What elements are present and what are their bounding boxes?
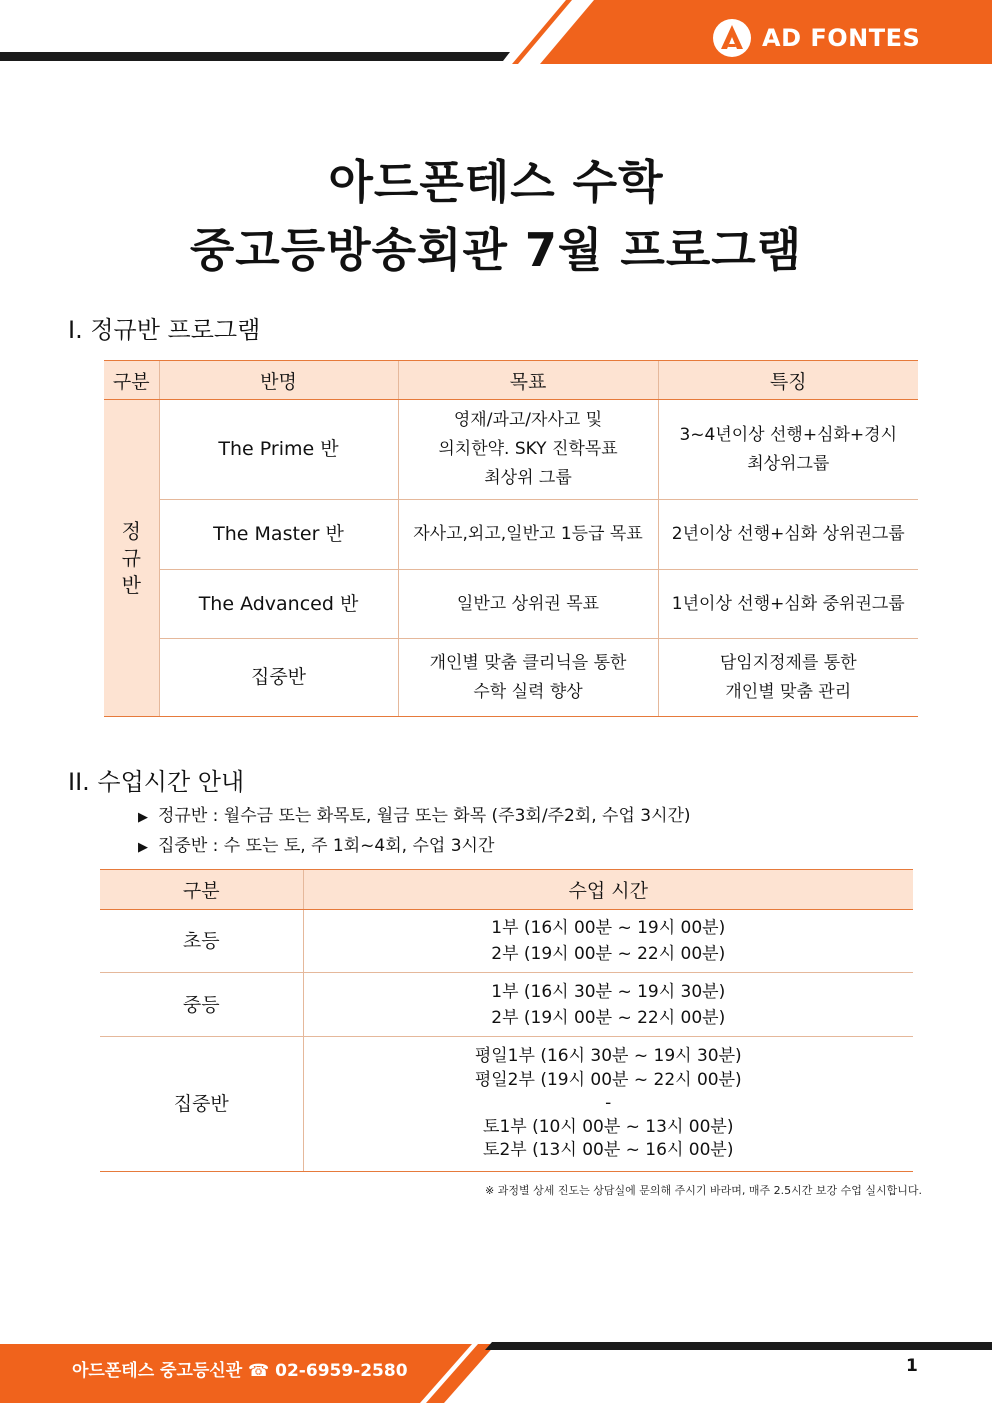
schedule-note: ※ 과정별 상세 진도는 상담실에 문의해 주시기 바라며, 매주 2.5시간 보강 수업 실시합니다. bbox=[485, 1184, 922, 1197]
page-title-line1: 아드폰테스 수학 bbox=[328, 155, 664, 209]
schedule-label: 초등 bbox=[100, 910, 303, 973]
triangle-right-icon: ▶ bbox=[138, 810, 148, 825]
table-row bbox=[104, 400, 918, 500]
schedule-table-header bbox=[100, 870, 913, 910]
schedule-times: 1부 (16시 30분 ~ 19시 30분) 2부 (19시 00분 ~ 22시 00분) bbox=[303, 973, 913, 1037]
table-row bbox=[104, 639, 918, 717]
class-goal: 일반고 상위권 목표 bbox=[398, 570, 658, 639]
col-feature: 특징 bbox=[658, 361, 918, 400]
class-feature: 1년이상 선행+심화 중위권그룹 bbox=[658, 570, 918, 639]
schedule-times: 평일1부 (16시 30분 ~ 19시 30분) 평일2부 (19시 00분 ~ 22시 00분) - 토1부 (10시 00분 ~ 13시 00분) 토2부 (13시 00분 ~ 16시 00분) bbox=[303, 1037, 913, 1172]
program-table bbox=[104, 360, 918, 717]
table-row bbox=[100, 973, 913, 1037]
class-goal: 영재/과고/자사고 및 의치한약. SKY 진학목표 최상위 그룹 bbox=[398, 400, 658, 500]
class-goal: 개인별 맞춤 클리닉을 통한 수학 실력 향상 bbox=[398, 639, 658, 717]
table-row bbox=[100, 910, 913, 973]
col-class-name: 반명 bbox=[159, 361, 398, 400]
section1-heading: I. 정규반 프로그램 bbox=[68, 316, 261, 344]
schedule-label: 중등 bbox=[100, 973, 303, 1037]
class-feature: 2년이상 선행+심화 상위권그룹 bbox=[658, 500, 918, 570]
class-feature: 3~4년이상 선행+심화+경시 최상위그룹 bbox=[658, 400, 918, 500]
page-title-line2: 중고등방송회관 7월 프로그램 bbox=[189, 223, 803, 277]
category-label: 정 규 반 bbox=[121, 518, 141, 597]
table-row bbox=[104, 570, 918, 639]
col-goal: 목표 bbox=[398, 361, 658, 400]
class-name: The Advanced 반 bbox=[159, 570, 398, 639]
table-row bbox=[100, 1037, 913, 1172]
bullet-item bbox=[138, 832, 691, 862]
bullet-item bbox=[138, 802, 691, 832]
section2-heading: II. 수업시간 안내 bbox=[68, 768, 245, 796]
brand bbox=[712, 18, 920, 58]
bullet-text: 정규반 : 월수금 또는 화목토, 월금 또는 화목 (주3회/주2회, 수업 3시간) bbox=[158, 806, 691, 826]
page-number: 1 bbox=[906, 1356, 918, 1376]
col-class-time: 수업 시간 bbox=[303, 870, 913, 910]
col-category: 구분 bbox=[104, 361, 159, 400]
triangle-right-icon: ▶ bbox=[138, 840, 148, 855]
class-name: 집중반 bbox=[159, 639, 398, 717]
schedule-bullets bbox=[138, 802, 691, 862]
schedule-table bbox=[100, 869, 913, 1172]
class-goal: 자사고,외고,일반고 1등급 목표 bbox=[398, 500, 658, 570]
footer-contact: 아드폰테스 중고등신관 ☎ 02-6959-2580 bbox=[72, 1361, 408, 1381]
category-cell bbox=[104, 400, 159, 717]
class-name: The Master 반 bbox=[159, 500, 398, 570]
table-row bbox=[104, 500, 918, 570]
class-name: The Prime 반 bbox=[159, 400, 398, 500]
program-table-header bbox=[104, 361, 918, 400]
schedule-label: 집중반 bbox=[100, 1037, 303, 1172]
col-category: 구분 bbox=[100, 870, 303, 910]
brand-name: AD FONTES bbox=[762, 24, 921, 52]
bullet-text: 집중반 : 수 또는 토, 주 1회~4회, 수업 3시간 bbox=[158, 836, 495, 856]
class-feature: 담임지정제를 통한 개인별 맞춤 관리 bbox=[658, 639, 918, 717]
schedule-times: 1부 (16시 00분 ~ 19시 00분) 2부 (19시 00분 ~ 22시 00분) bbox=[303, 910, 913, 973]
ad-fontes-logo-icon bbox=[712, 18, 752, 58]
